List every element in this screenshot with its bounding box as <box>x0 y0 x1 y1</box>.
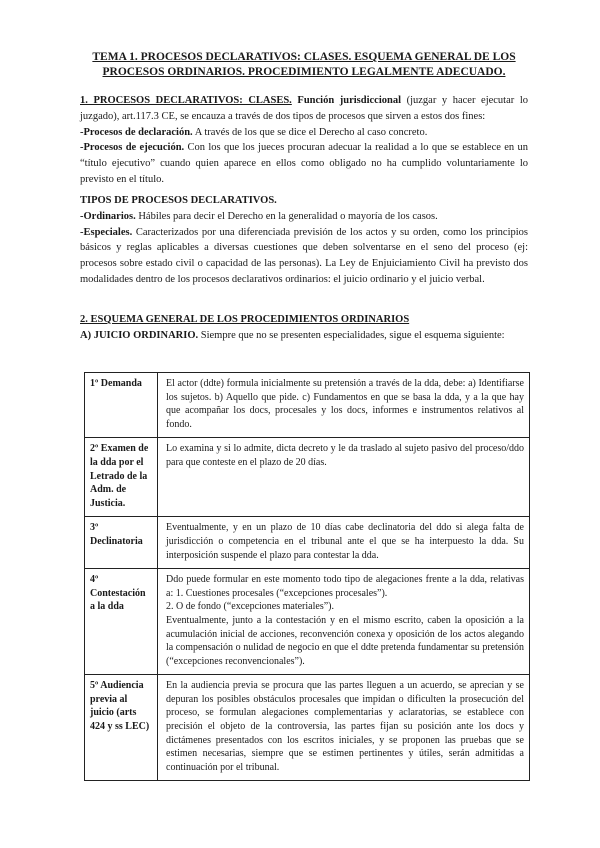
table-row <box>85 438 530 517</box>
step-cell: 3º Declinatoria <box>85 517 158 569</box>
item-text: Con los que los jueces procuran adecuar la realidad a lo que se establece en un “título ejecutivo” cuando quien aparece en ellos como obligado no ha cumplido voluntariamente lo previsto en el título. <box>80 142 528 185</box>
title-line-2: PROCESOS ORDINARIOS. PROCEDIMIENTO LEGALMENTE ADECUADO. <box>102 66 506 78</box>
list-item <box>80 125 528 141</box>
description-text: Eventualmente, junto a la contestación y en el mismo escrito, caben la oposición a la acumulación inicial de acciones, reconvención conexa y oposición de los actos alegando la compensación o nulidad de negocio en que el ddte pretenda fundamentar su pretensión (“excepciones reconvencionales”). <box>166 614 524 667</box>
description-text: El actor (ddte) formula inicialmente su pretensión a través de la dda, debe: a) Identifiarse los sujetos. b) Aquello que pide. c) Fundamentos en que se basa la dda, y a la que hay que acompañar los docs, procesales y los docs, informes e instrumentos relativos al fondo. <box>166 378 524 430</box>
item-term: -Ordinarios. <box>80 210 136 222</box>
list-item <box>80 140 528 187</box>
description-cell <box>158 517 530 569</box>
types-heading <box>80 193 528 209</box>
description-cell <box>158 675 530 781</box>
section-1-intro <box>80 93 528 125</box>
table-row <box>85 569 530 675</box>
table-row <box>85 373 530 438</box>
section-1 <box>80 93 528 188</box>
section-2 <box>80 312 528 344</box>
table-row <box>85 517 530 569</box>
list-item <box>80 225 528 288</box>
step-cell: 2º Examen de la dda por el Letrado de la Adm. de Justicia. <box>85 438 158 517</box>
table-row <box>85 675 530 781</box>
description-cell <box>158 373 530 438</box>
section-1-lead-text: (juzgar y hacer ejecutar lo juzgado), art.117.3 CE, se encauza a través de dos tipos de procesos que sirven a estos dos fines: <box>80 95 529 122</box>
title-line-1: TEMA 1. PROCESOS DECLARATIVOS: CLASES. ESQUEMA GENERAL DE LOS <box>92 51 516 63</box>
section-2-subheading <box>80 328 528 344</box>
description-text: Lo examina y si lo admite, dicta decreto y le da traslado al sujeto pasivo del proceso/ddo para que conteste en el plazo de 20 días. <box>166 443 524 468</box>
subheading-bold: A) JUICIO ORDINARIO. <box>80 329 199 341</box>
step-cell: 1º Demanda <box>85 373 158 438</box>
item-term: -Especiales. <box>80 226 133 238</box>
list-item <box>80 209 528 225</box>
description-text: Ddo puede formular en este momento todo tipo de alegaciones frente a la dda, relativas a: 1. Cuestiones procesales (“excepciones procesales”). <box>166 574 524 599</box>
section-1-heading: 1. PROCESOS DECLARATIVOS: CLASES. <box>80 95 292 106</box>
section-2-heading-text: 2. ESQUEMA GENERAL DE LOS PROCEDIMIENTOS ORDINARIOS <box>80 314 410 325</box>
description-cell <box>158 438 530 517</box>
description-text: Eventualmente, y en un plazo de 10 días cabe declinatoria del ddo si alega falta de jurisdicción o competencia en el tribunal ante el que se ha interpuesto la dda. Su interposición suspende el plazo para contestar la dda. <box>166 522 524 561</box>
document-title <box>80 50 528 80</box>
procedure-scheme-table <box>84 372 530 781</box>
item-text: Hábiles para decir el Derecho en la generalidad o mayoría de los casos. <box>135 210 438 222</box>
item-term: -Procesos de ejecución. <box>80 142 185 154</box>
step-cell: 5º Audiencia previa al juicio (arts 424 y ss LEC) <box>85 675 158 781</box>
item-text: A través de los que se dice el Derecho al caso concreto. <box>192 126 428 138</box>
types-section <box>80 193 528 288</box>
item-term: -Procesos de declaración. <box>80 126 193 138</box>
description-text: 2. O de fondo (“excepciones materiales”). <box>166 601 334 613</box>
subheading-text: Siempre que no se presenten especialidades, sigue el esquema siguiente: <box>198 329 505 341</box>
item-text: Caracterizados por una diferenciada previsión de los actos y su orden, como los principios básicos y reglas aplicables a diversas cuestiones que deben solventarse en el seno del proceso (ej: procesos sobre estado civil o capacidad de las personas). La Ley de Enjuiciamiento Civil ha previsto dos modalidades dentro de los procesos declarativos ordinarios: el juicio ordinario y el juicio verbal. <box>80 226 528 285</box>
description-text: En la audiencia previa se procura que las partes lleguen a un acuerdo, se aprecian y se depuran los posibles obstáculos procesales que impidan o dificulten la prosecución del proceso, se formulan alegaciones complementarias y aclaratorias, se establece con precisión el objeto de la controversia, las partes fijan su posición ante los docs y dictámenes presentados con los escritos iniciales, y se proponen las pruebas que se estimen necesarias, siempre que se estimen pertinentes y útiles, serán admitidas a continuación por el tribunal. <box>166 680 524 773</box>
step-cell: 4º Contestación a la dda <box>85 569 158 675</box>
description-cell <box>158 569 530 675</box>
types-heading-text: TIPOS DE PROCESOS DECLARATIVOS. <box>80 195 277 206</box>
section-1-lead-bold: Función jurisdiccional <box>297 95 401 106</box>
section-2-heading <box>80 312 528 328</box>
